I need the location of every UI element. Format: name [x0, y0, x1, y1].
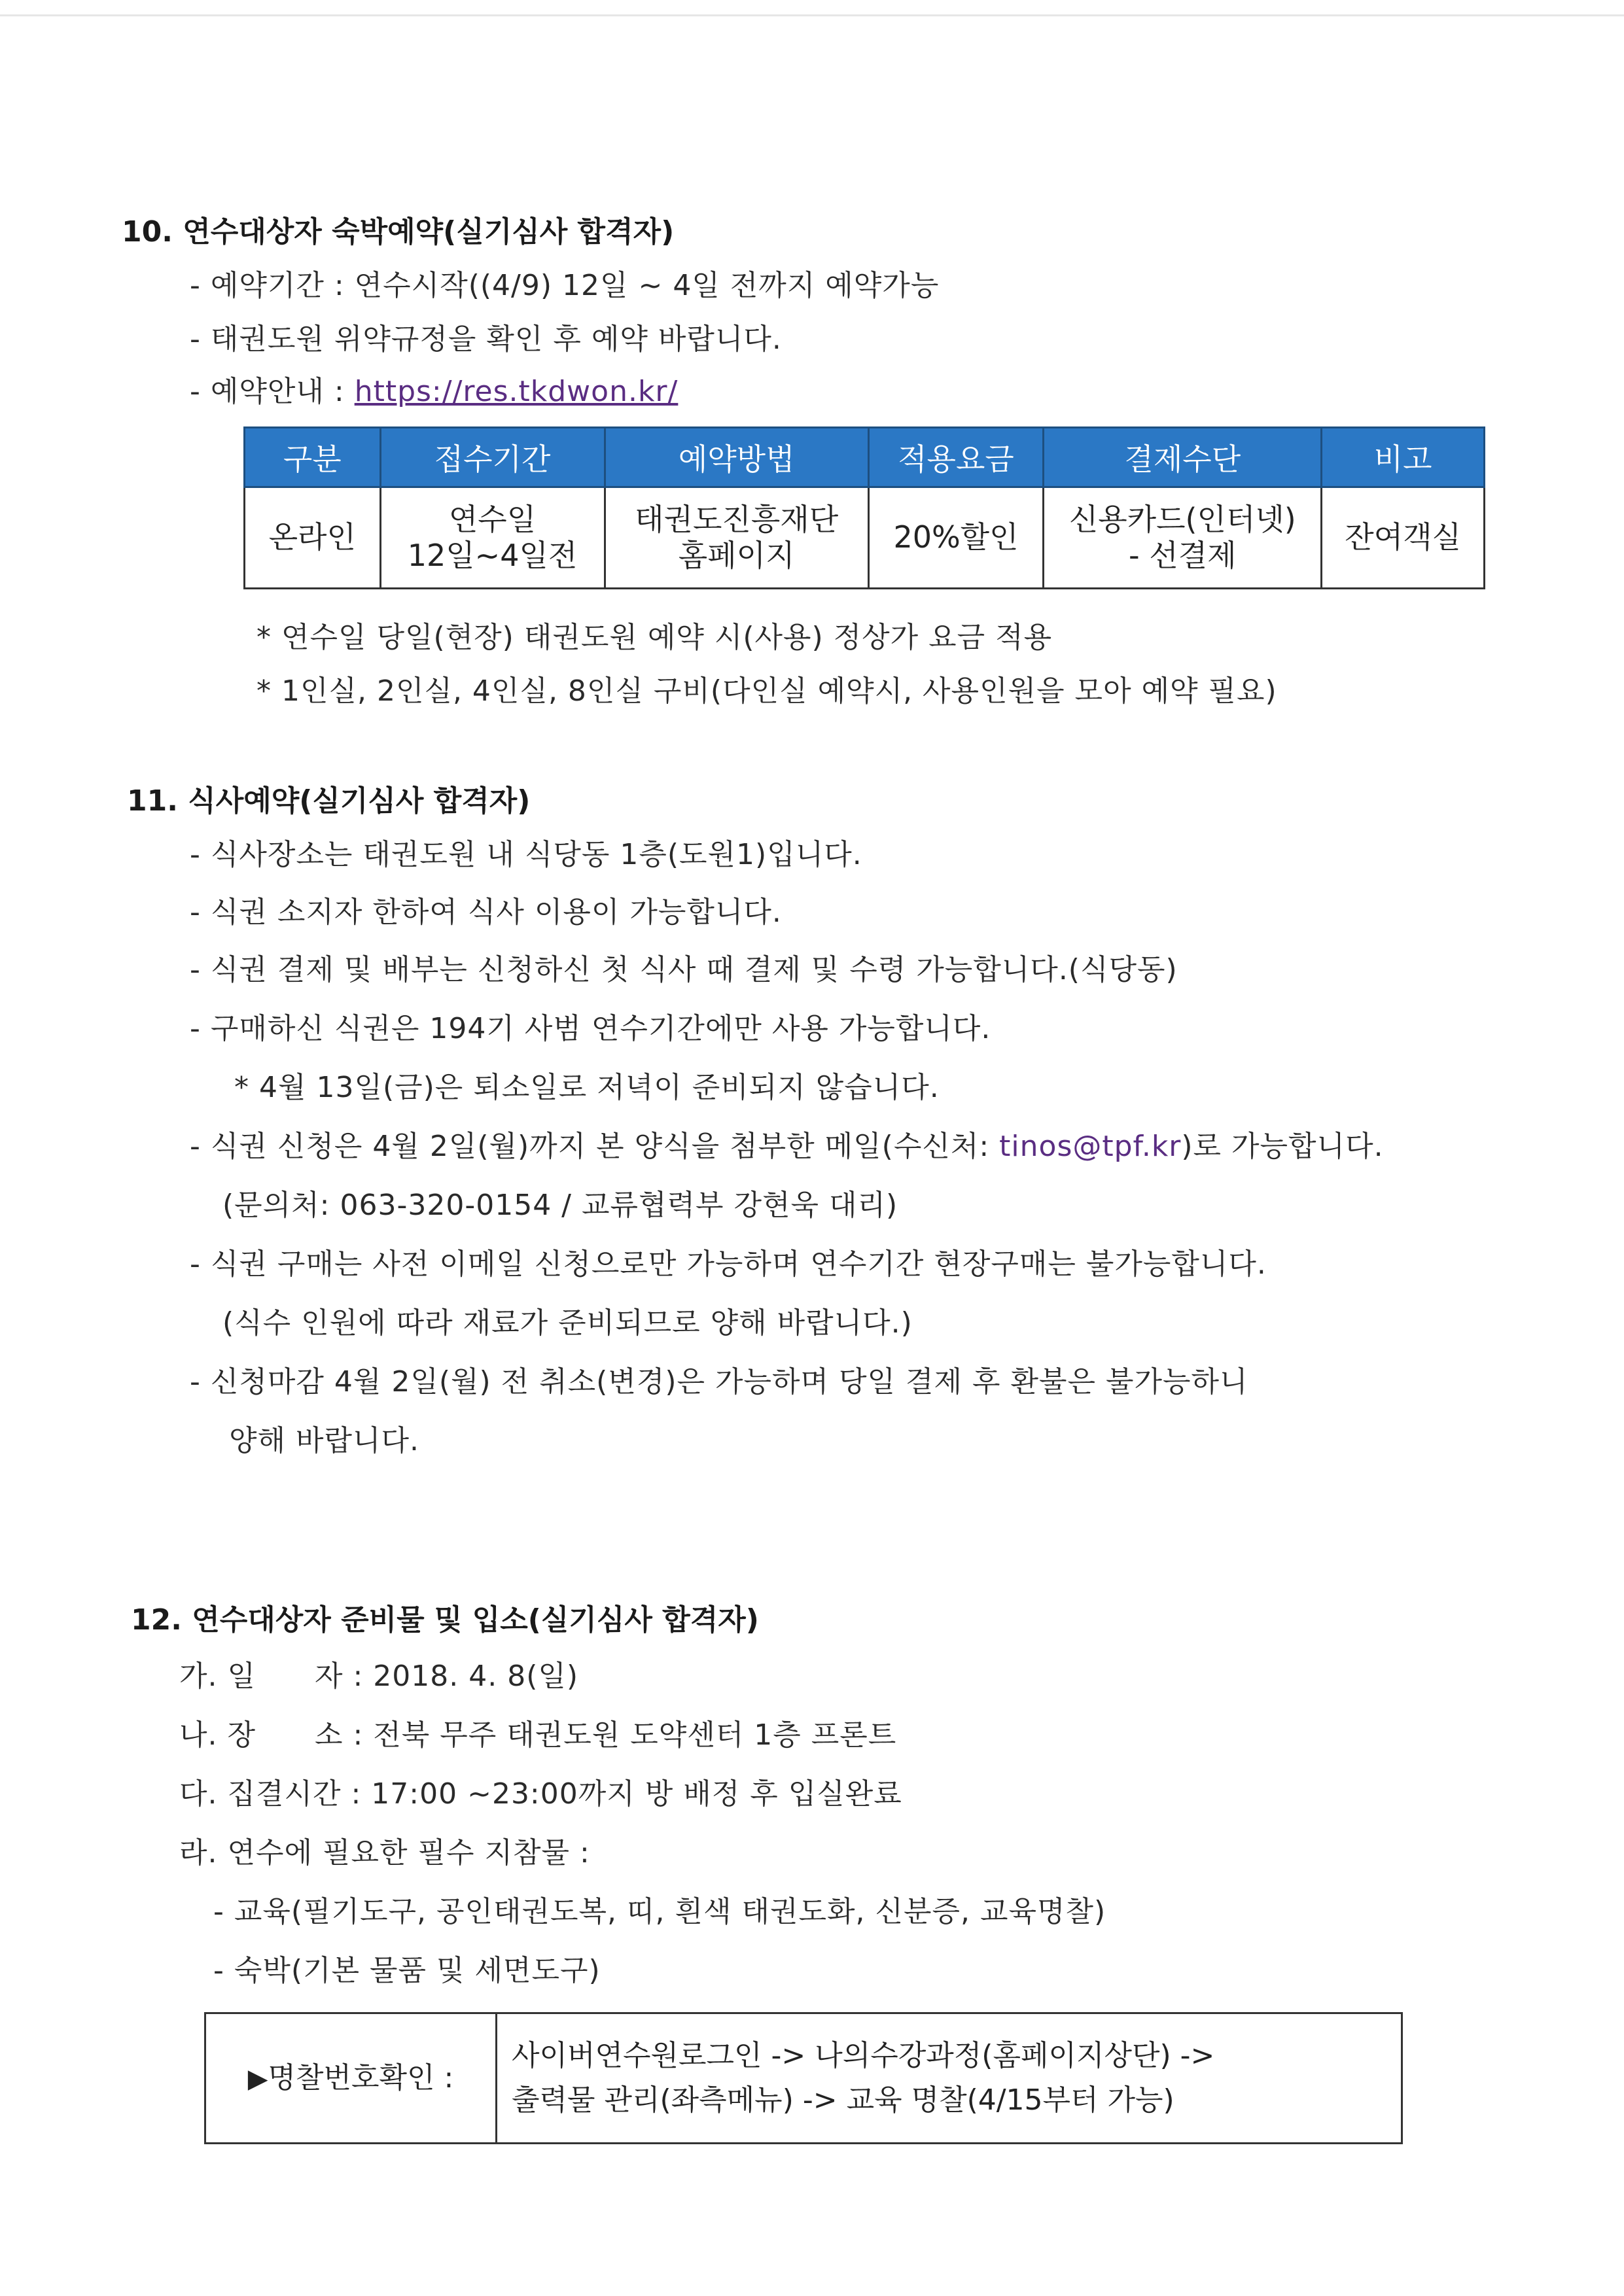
cell-note: 잔여객실 — [1322, 487, 1485, 589]
cell-period-line2: 12일~4일전 — [407, 538, 578, 573]
s10-note-1: * 연수일 당일(현장) 태권도원 예약 시(사용) 정상가 요금 적용 — [256, 621, 1053, 654]
nametag-label-cell — [205, 2013, 497, 2144]
reservation-link[interactable]: https://res.tkdwon.kr/ — [354, 375, 679, 408]
s11-contact: (문의처: 063-320-0154 / 교류협력부 강현욱 대리) — [222, 1189, 898, 1222]
nametag-label: 명찰번호확인 : — [268, 2061, 454, 2095]
nametag-instructions — [497, 2013, 1402, 2144]
s10-bullet-guide — [190, 368, 678, 409]
triangle-right-icon: ▶ — [247, 2063, 268, 2094]
cell-payment-line2: - 선결제 — [1129, 538, 1237, 573]
s11-bullet-ticket: - 식권 소지자 한하여 식사 이용이 가능합니다. — [190, 896, 782, 929]
table-header-row — [245, 428, 1485, 487]
th-rate: 적용요금 — [868, 428, 1043, 487]
th-payment: 결제수단 — [1044, 428, 1322, 487]
s12-items-title: 라. 연수에 필요한 필수 지참물 : — [179, 1836, 590, 1870]
instruction-line-2: 출력물 관리(좌측메뉴) -> 교육 명찰(4/15부터 가능) — [512, 2083, 1174, 2117]
s11-note-dinner: * 4월 13일(금)은 퇴소일로 저녁이 준비되지 않습니다. — [234, 1071, 940, 1104]
s10-note-2: * 1인실, 2인실, 4인실, 8인실 구비(다인실 예약시, 사용인원을 모아 예약 필요) — [256, 674, 1277, 708]
s11-purchase-note: (식수 인원에 따라 재료가 준비되므로 양해 바랍니다.) — [222, 1306, 913, 1340]
table-row — [245, 487, 1485, 589]
table-row — [205, 2013, 1402, 2144]
s11-bullet-place: - 식사장소는 태권도원 내 식당동 1층(도원1)입니다. — [190, 838, 862, 871]
s12-time: 다. 집결시간 : 17:00 ~23:00까지 방 배정 후 입실완료 — [179, 1777, 902, 1811]
s12-items-lodging: - 숙박(기본 물품 및 세면도구) — [213, 1954, 601, 1987]
apply-text: - 식권 신청은 4월 2일(월)까지 본 양식을 첨부한 메일(수신처: — [190, 1130, 1000, 1163]
th-period: 접수기간 — [380, 428, 605, 487]
section-11-title: 11. 식사예약(실기심사 합격자) — [127, 784, 531, 818]
reservation-table — [243, 426, 1485, 589]
th-method: 예약방법 — [605, 428, 868, 487]
s11-bullet-payment: - 식권 결제 및 배부는 신청하신 첫 식사 때 결제 및 수령 가능합니다.(식당동) — [190, 953, 1178, 986]
s12-items-education: - 교육(필기도구, 공인태권도복, 띠, 흰색 태권도화, 신분증, 교육명찰) — [213, 1895, 1106, 1928]
cell-period-line1: 연수일 — [448, 501, 537, 537]
email-address[interactable]: tinos@tpf.kr — [999, 1130, 1182, 1163]
cell-category: 온라인 — [245, 487, 381, 589]
guide-label: - 예약안내 : — [190, 375, 355, 408]
section-12-title: 12. 연수대상자 준비물 및 입소(실기심사 합격자) — [131, 1603, 759, 1637]
s12-date: 가. 일 자 : 2018. 4. 8(일) — [179, 1660, 579, 1693]
nametag-check-box — [204, 2012, 1403, 2144]
cell-method — [605, 487, 868, 589]
cell-rate: 20%할인 — [868, 487, 1043, 589]
s11-bullet-apply — [190, 1122, 1384, 1164]
cell-payment-line1: 신용카드(인터넷) — [1068, 501, 1296, 537]
cell-period — [380, 487, 605, 589]
th-category: 구분 — [245, 428, 381, 487]
s11-bullet-cancel: - 신청마감 4월 2일(월) 전 취소(변경)은 가능하며 당일 결제 후 환불은 불가능하니 — [190, 1365, 1248, 1399]
cell-method-line1: 태권도진흥재단 — [635, 501, 839, 537]
s11-bullet-purchase: - 식권 구매는 사전 이메일 신청으로만 가능하며 연수기간 현장구매는 불가능합니다. — [190, 1247, 1267, 1281]
top-rule — [0, 14, 1624, 16]
s11-cancel-cont: 양해 바랍니다. — [229, 1424, 419, 1457]
s10-bullet-rules: - 태권도원 위약규정을 확인 후 예약 바랍니다. — [190, 322, 782, 356]
cell-method-line2: 홈페이지 — [678, 538, 795, 573]
s11-bullet-usage: - 구매하신 식권은 194기 사범 연수기간에만 사용 가능합니다. — [190, 1012, 991, 1045]
th-note: 비고 — [1322, 428, 1485, 487]
instruction-line-1: 사이버연수원로그인 -> 나의수강과정(홈페이지상단) -> — [512, 2038, 1215, 2072]
section-10-title: 10. 연수대상자 숙박예약(실기심사 합격자) — [122, 215, 675, 249]
s12-place: 나. 장 소 : 전북 무주 태권도원 도약센터 1층 프론트 — [179, 1718, 897, 1752]
s10-bullet-period: - 예약기간 : 연수시작((4/9) 12일 ~ 4일 전까지 예약가능 — [190, 269, 940, 302]
cell-payment — [1044, 487, 1322, 589]
apply-text-end: )로 가능합니다. — [1181, 1130, 1384, 1163]
